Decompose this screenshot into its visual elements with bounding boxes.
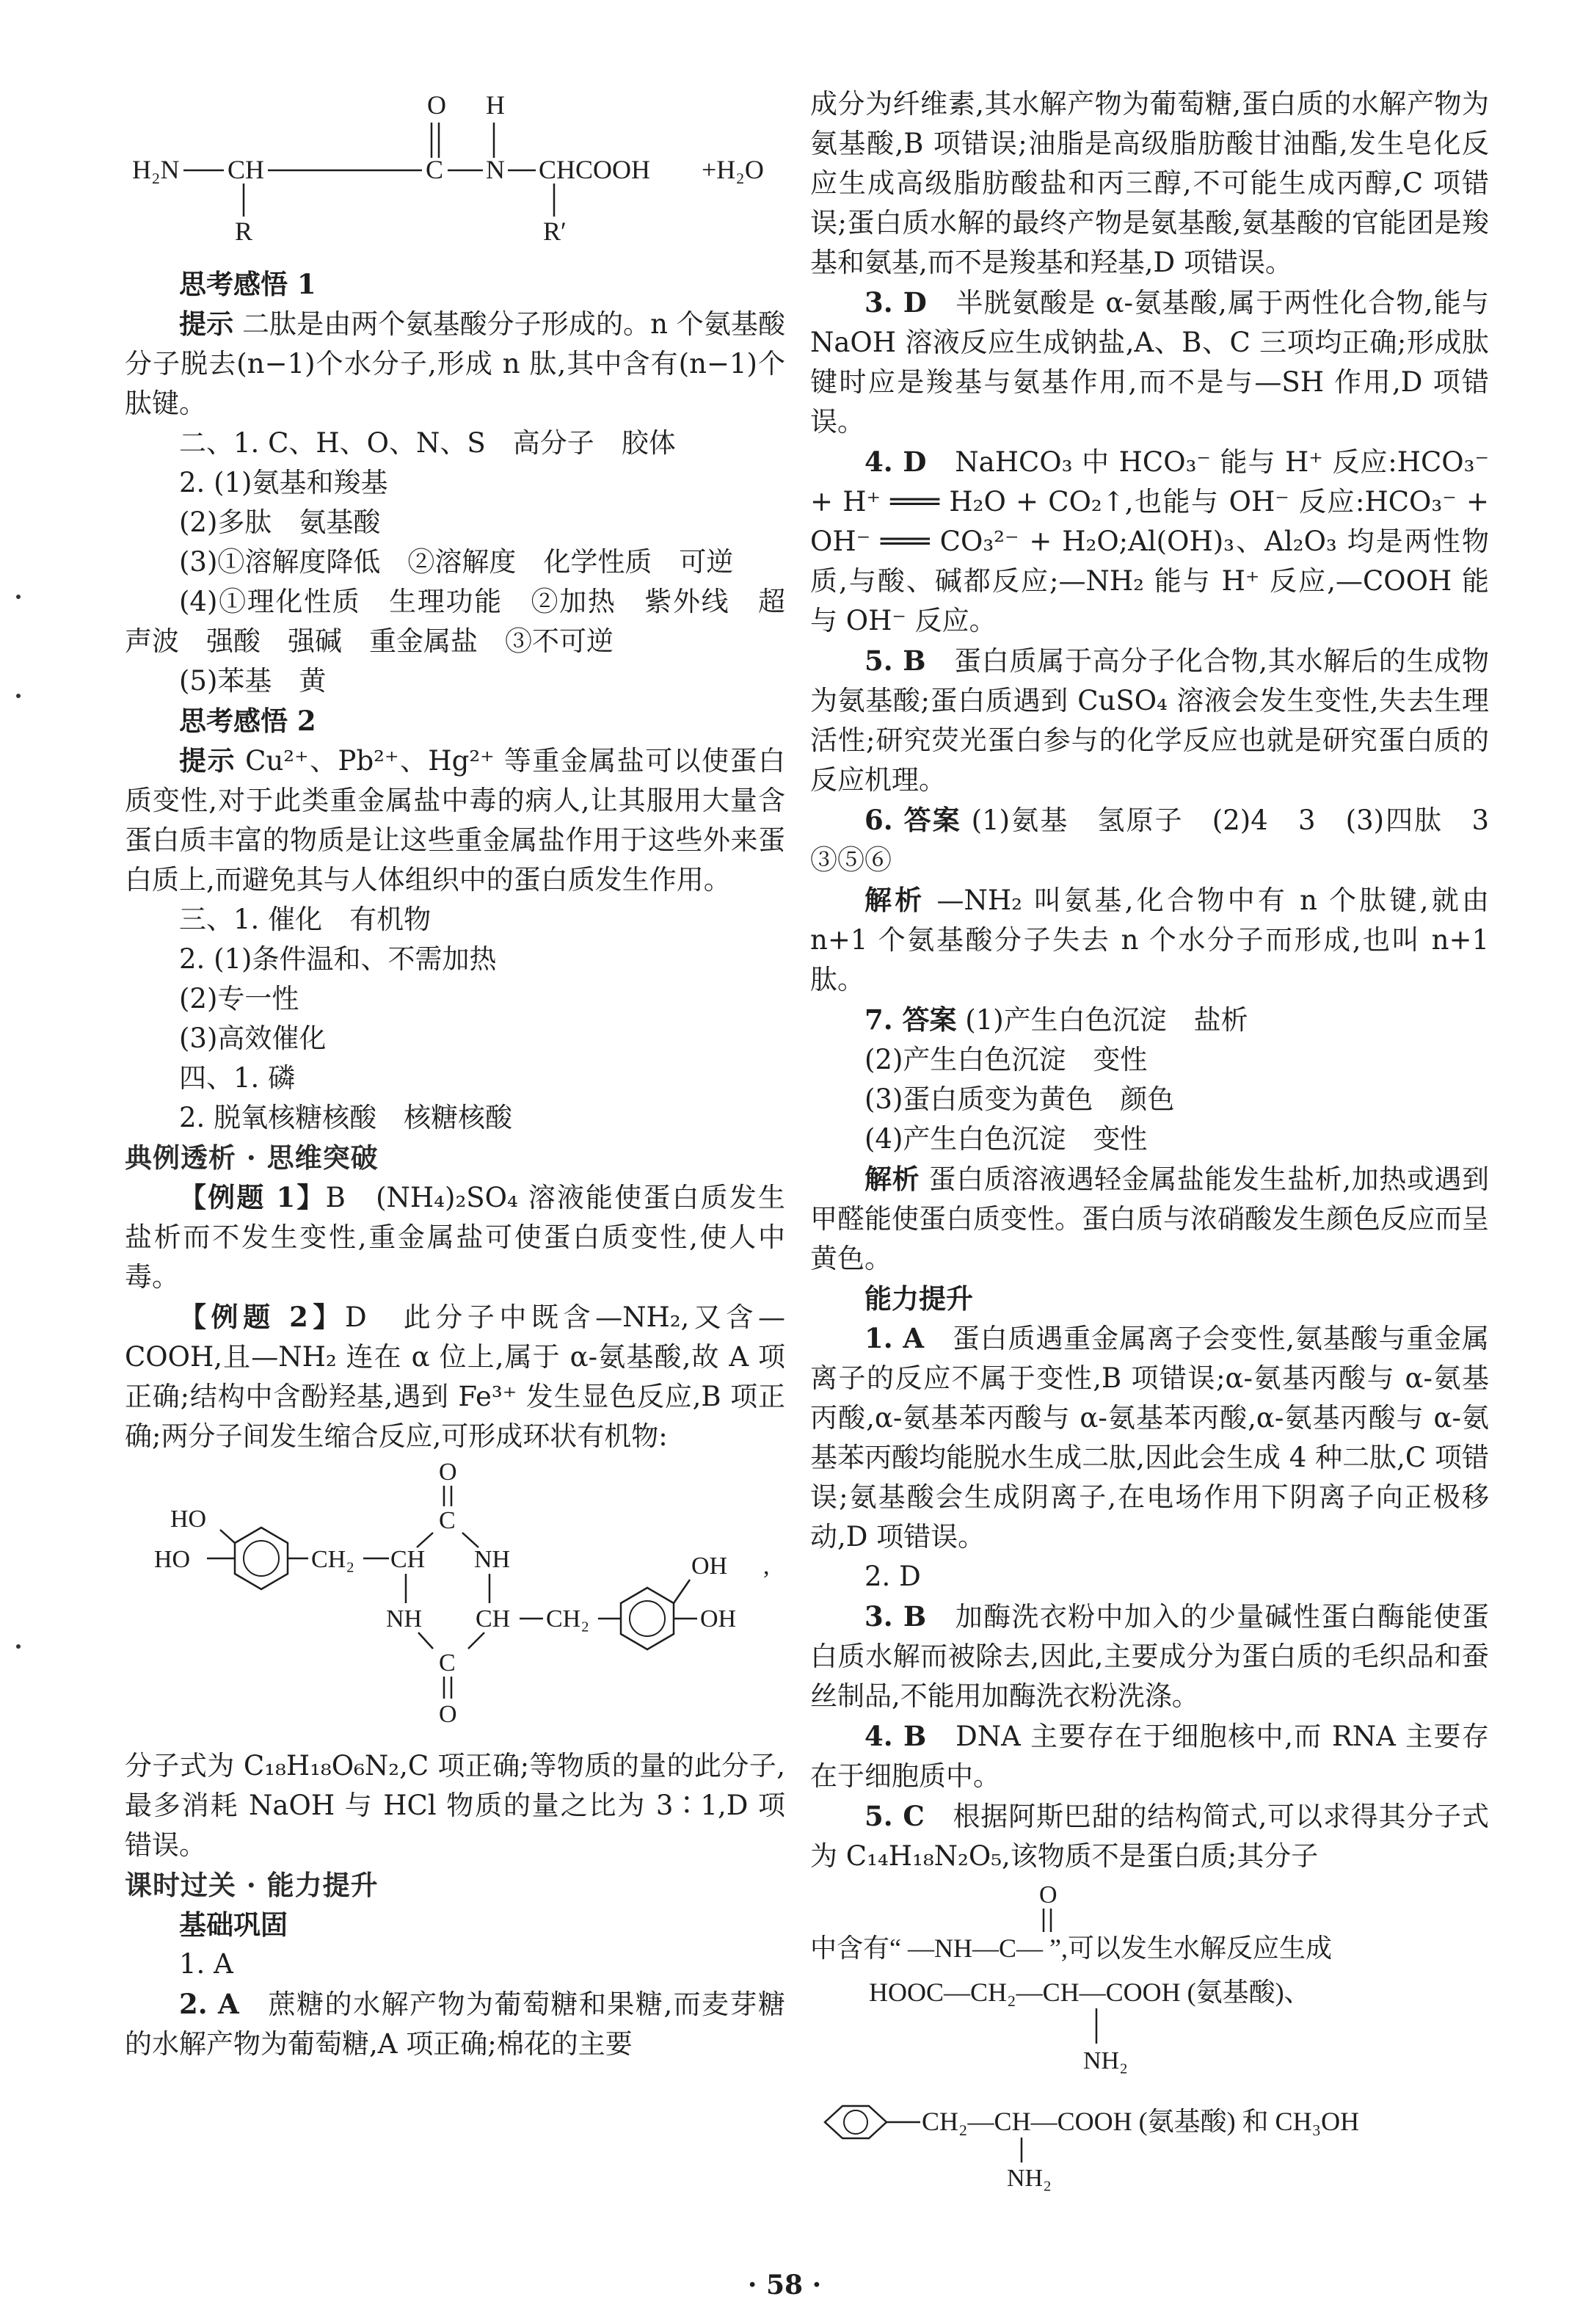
ability-q5-label: 5. C bbox=[864, 1800, 925, 1832]
answer-2-3: (2)多肽 氨基酸 bbox=[179, 506, 381, 538]
ability-q3-text: 加酶洗衣粉中加入的少量碱性蛋白酶能使蛋白质水解而被除去,因此,主要成分为蛋白质的毛织品和蚕丝制品,不能用加酶洗衣粉洗涤。 bbox=[810, 1601, 1489, 1712]
basic-q5-label: 5. B bbox=[864, 644, 926, 677]
basic-q6 bbox=[810, 800, 1516, 880]
basic-q4-label: 4. D bbox=[864, 446, 927, 478]
ability-q4-text: DNA 主要存在于细胞核中,而 RNA 主要存在于细胞质中。 bbox=[810, 1721, 1490, 1792]
basic-q2-label: 2. A bbox=[179, 1988, 239, 2020]
thinking-2-label: 提示 bbox=[179, 744, 236, 777]
right-column bbox=[810, 84, 1516, 2203]
ability-q3 bbox=[810, 1597, 1489, 1716]
thinking-1-title: 思考感悟 1 bbox=[179, 268, 316, 300]
basic-q7-3: (3)蛋白质变为黄色 颜色 bbox=[864, 1083, 1175, 1115]
ability-title: 能力提升 bbox=[864, 1282, 973, 1315]
example-2-text: D 此分子中既含—NH₂,又含—COOH,且—NH₂ 连在 α 位上,属于 α-氨基酸,故 A 项正确;结构中含酚羟基,遇到 Fe³⁺ 发生显色反应,B 项正确;两分子间发生缩合反应,可形成环状有机物: bbox=[125, 1301, 785, 1452]
ability-q1 bbox=[810, 1318, 1489, 1557]
product-aspartic-acid: HOOC—CH₂—CH—COOH (氨基酸)、 bbox=[869, 1978, 1311, 2007]
answer-2-2: 2. (1)氨基和羧基 bbox=[179, 467, 388, 498]
cyclic-c-top: C bbox=[439, 1507, 456, 1534]
answer-3-3: (2)专一性 bbox=[179, 983, 299, 1014]
basic-q3-text: 半胱氨酸是 α-氨基酸,属于两性化合物,能与 NaOH 溶液反应生成钠盐,A、B、C 三项均正确;形成肽键时应是羧基与氨基作用,而不是与—SH 作用,D 项错误。 bbox=[810, 287, 1489, 437]
cyclic-oh-right: OH bbox=[700, 1605, 737, 1633]
dipeptide-formula bbox=[125, 84, 785, 253]
cyclic-ch-left: CH bbox=[390, 1546, 426, 1573]
cyclic-ch2-right: CH₂ bbox=[546, 1605, 590, 1633]
section-title-lesson: 课时过关 · 能力提升 bbox=[125, 1869, 379, 1901]
cyclic-comma: , bbox=[763, 1553, 770, 1580]
answer-3-4: (3)高效催化 bbox=[179, 1023, 327, 1054]
ability-q1-text: 蛋白质遇重金属离子会变性,氨基酸与重金属离子的反应不属于变性,B 项错误;α-氨基丙酸与 α-氨基丙酸,α-氨基苯丙酸与 α-氨基苯丙酸,α-氨基丙酸与 α-氨基苯丙酸均能脱水生成二肽,因此会生成 4 种二肽,C 项错误;氨基酸会生成阴离子,在电场作用下阴离子向正极移动,D 项错误。 bbox=[810, 1323, 1490, 1553]
section-title-typical: 典例透析 · 思维突破 bbox=[125, 1141, 379, 1174]
example-2-label: 【例题 2】 bbox=[179, 1301, 345, 1333]
basic-q7 bbox=[810, 1000, 1489, 1040]
thinking-1-body bbox=[125, 304, 785, 424]
formula-c: C bbox=[426, 155, 444, 184]
cyclic-dipeptide-structure bbox=[125, 1456, 785, 1735]
ability-q5-text: 根据阿斯巴甜的结构简式,可以求得其分子式为 C₁₄H₁₈N₂O₅,该物质不是蛋白质;其分子 bbox=[810, 1801, 1489, 1872]
thinking-2-title: 思考感悟 2 bbox=[179, 705, 316, 737]
basic-q7-text: (1)产生白色沉淀 盐析 bbox=[956, 1004, 1248, 1036]
formula-h2n: H₂N bbox=[132, 155, 180, 184]
cyclic-ho-left: HO bbox=[154, 1546, 191, 1573]
answer-2-4: (3)①溶解度降低 ②溶解度 化学性质 可逆 bbox=[179, 546, 734, 578]
cyclic-ch-right: CH bbox=[476, 1605, 511, 1633]
formula-o: O bbox=[427, 90, 446, 120]
ability-q4 bbox=[810, 1716, 1489, 1796]
basic-q7-2: (2)产生白色沉淀 变性 bbox=[864, 1044, 1148, 1075]
amide-prefix: 中含有“ —NH—C— ”,可以发生水解反应生成 bbox=[810, 1933, 1332, 1963]
basic-q3 bbox=[810, 283, 1489, 442]
answer-2-5: (4)①理化性质 生理功能 ②加热 紫外线 超声波 强酸 强碱 重金属盐 ③不可逆 bbox=[125, 586, 785, 657]
cyclic-nh-right: NH bbox=[474, 1546, 511, 1573]
example-1-label: 【例题 1】 bbox=[179, 1181, 326, 1213]
ability-q2: 2. D bbox=[864, 1561, 921, 1592]
formula-chcooh: CHCOOH bbox=[539, 155, 651, 184]
answer-2-1: 二、1. C、H、O、N、S 高分子 胶体 bbox=[179, 427, 676, 459]
thinking-1-text: 二肽是由两个氨基酸分子形成的。n 个氨基酸分子脱去(n−1)个水分子,形成 n 肽,其中含有(n−1)个肽键。 bbox=[125, 308, 785, 419]
formula-n: N bbox=[486, 155, 505, 184]
formula-h: H bbox=[486, 90, 505, 120]
amide-o: O bbox=[1039, 1881, 1057, 1909]
ability-q4-label: 4. B bbox=[864, 1720, 927, 1752]
cyclic-c-bottom: C bbox=[439, 1649, 456, 1677]
basic-q2-continued: 成分为纤维素,其水解产物为葡萄糖,蛋白质的水解产物为氨基酸,B 项错误;油脂是高级脂肪酸甘油酯,发生皂化反应生成高级脂肪酸盐和丙三醇,不可能生成丙醇,C 项错误;蛋白质水解的最终产物是氨基酸,氨基酸的官能团是羧基和氨基,而不是羧基和羟基,D 项错误。 bbox=[810, 88, 1489, 278]
basic-q6-exp-text: —NH₂ 叫氨基,化合物中有 n 个肽键,就由 n+1 个氨基酸分子失去 n 个水分子而形成,也叫 n+1 肽。 bbox=[810, 885, 1489, 995]
cyclic-o-top: O bbox=[439, 1459, 457, 1486]
example-1-text: B (NH₄)₂SO₄ 溶液能使蛋白质发生盐析而不发生变性,重金属盐可使蛋白质变性,使人中毒。 bbox=[125, 1182, 785, 1293]
product-phenylalanine-nh2: NH₂ bbox=[1007, 2165, 1052, 2192]
thinking-2-body bbox=[125, 741, 785, 900]
cyclic-ho-top: HO bbox=[170, 1506, 207, 1533]
basic-q6-explanation bbox=[810, 880, 1489, 1000]
product-phenylalanine: CH₂—CH—COOH (氨基酸) 和 CH₃OH bbox=[922, 2107, 1360, 2136]
basic-q7-label: 7. 答案 bbox=[864, 1003, 957, 1036]
formula-ch: CH bbox=[227, 155, 265, 184]
ability-q1-label: 1. A bbox=[864, 1322, 925, 1354]
basic-q7-exp-text: 蛋白质溶液遇轻金属盐能发生盐析,加热或遇到甲醛能使蛋白质变性。蛋白质与浓硝酸发生颜色反应而呈黄色。 bbox=[810, 1163, 1489, 1274]
ability-q3-label: 3. B bbox=[864, 1600, 927, 1633]
basic-title: 基础巩固 bbox=[179, 1909, 288, 1941]
formula-plus-water: +H₂O bbox=[702, 155, 764, 184]
thinking-2-text: Cu²⁺、Pb²⁺、Hg²⁺ 等重金属盐可以使蛋白质变性,对于此类重金属盐中毒的病人,让其服用大量含蛋白质丰富的物质是让这些重金属盐作用于这些外来蛋白质上,而避免其与人体组织中的蛋白质发生作用。 bbox=[125, 745, 786, 896]
cyclic-o-bottom: O bbox=[439, 1701, 457, 1728]
basic-q2 bbox=[125, 1984, 785, 2064]
basic-q4-text: NaHCO₃ 中 HCO₃⁻ 能与 H⁺ 反应:HCO₃⁻ + H⁺ ═══ H₂O + CO₂↑,也能与 OH⁻ 反应:HCO₃⁻ + OH⁻ ═══ CO₃²⁻ + H₂O;Al(OH)₃、Al₂O₃ 均是两性物质,与酸、碱都反应;—NH₂ 能与 H⁺ 反应,—COOH 能与 OH⁻ 反应。 bbox=[810, 446, 1490, 636]
cyclic-ch2-left: CH₂ bbox=[311, 1546, 355, 1573]
example-2-after: 分子式为 C₁₈H₁₈O₆N₂,C 项正确;等物质的量的此分子,最多消耗 NaOH 与 HCl 物质的量之比为 3∶1,D 项错误。 bbox=[125, 1750, 785, 1861]
basic-q7-exp-label: 解析 bbox=[864, 1163, 920, 1195]
basic-q7-4: (4)产生白色沉淀 变性 bbox=[864, 1123, 1148, 1155]
cyclic-oh-top: OH bbox=[691, 1553, 728, 1580]
formula-r-prime: R′ bbox=[543, 217, 567, 246]
basic-q3-label: 3. D bbox=[864, 286, 927, 319]
basic-q4 bbox=[810, 442, 1489, 641]
basic-q1: 1. A bbox=[179, 1948, 233, 1980]
answer-2-6: (5)苯基 黄 bbox=[179, 665, 327, 697]
product-aspartic-nh2: NH₂ bbox=[1083, 2047, 1128, 2074]
basic-q6-exp-label: 解析 bbox=[864, 884, 925, 916]
left-column bbox=[125, 84, 785, 2064]
answer-3-2: 2. (1)条件温和、不需加热 bbox=[179, 943, 497, 975]
basic-q5-text: 蛋白质属于高分子化合物,其水解后的生成物为氨基酸;蛋白质遇到 CuSO₄ 溶液会发生变性,失去生理活性;研究荧光蛋白参与的化学反应也就是研究蛋白质的反应机理。 bbox=[810, 645, 1489, 796]
aspartame-hydrolysis-structures bbox=[810, 1876, 1489, 2192]
basic-q7-explanation bbox=[810, 1159, 1489, 1279]
basic-q2-text: 蔗糖的水解产物为葡萄糖和果糖,而麦芽糖的水解产物为葡萄糖,A 项正确;棉花的主要 bbox=[125, 1989, 786, 2060]
answer-4-2: 2. 脱氧核糖核酸 核糖核酸 bbox=[179, 1102, 513, 1133]
example-1 bbox=[125, 1177, 785, 1297]
thinking-1-label: 提示 bbox=[179, 308, 234, 340]
basic-q6-text: (1)氨基 氢原子 (2)4 3 (3)四肽 3 ③⑤⑥ bbox=[810, 805, 1516, 876]
ability-q5 bbox=[810, 1796, 1489, 1876]
formula-r: R bbox=[235, 217, 253, 246]
basic-q6-label: 6. 答案 bbox=[864, 804, 961, 836]
answer-3-1: 三、1. 催化 有机物 bbox=[179, 904, 432, 935]
page-number: · 58 · bbox=[747, 2270, 822, 2301]
basic-q5 bbox=[810, 641, 1489, 800]
cyclic-nh-left: NH bbox=[386, 1605, 423, 1633]
example-2 bbox=[125, 1297, 785, 1456]
answer-4-1: 四、1. 磷 bbox=[179, 1062, 296, 1094]
